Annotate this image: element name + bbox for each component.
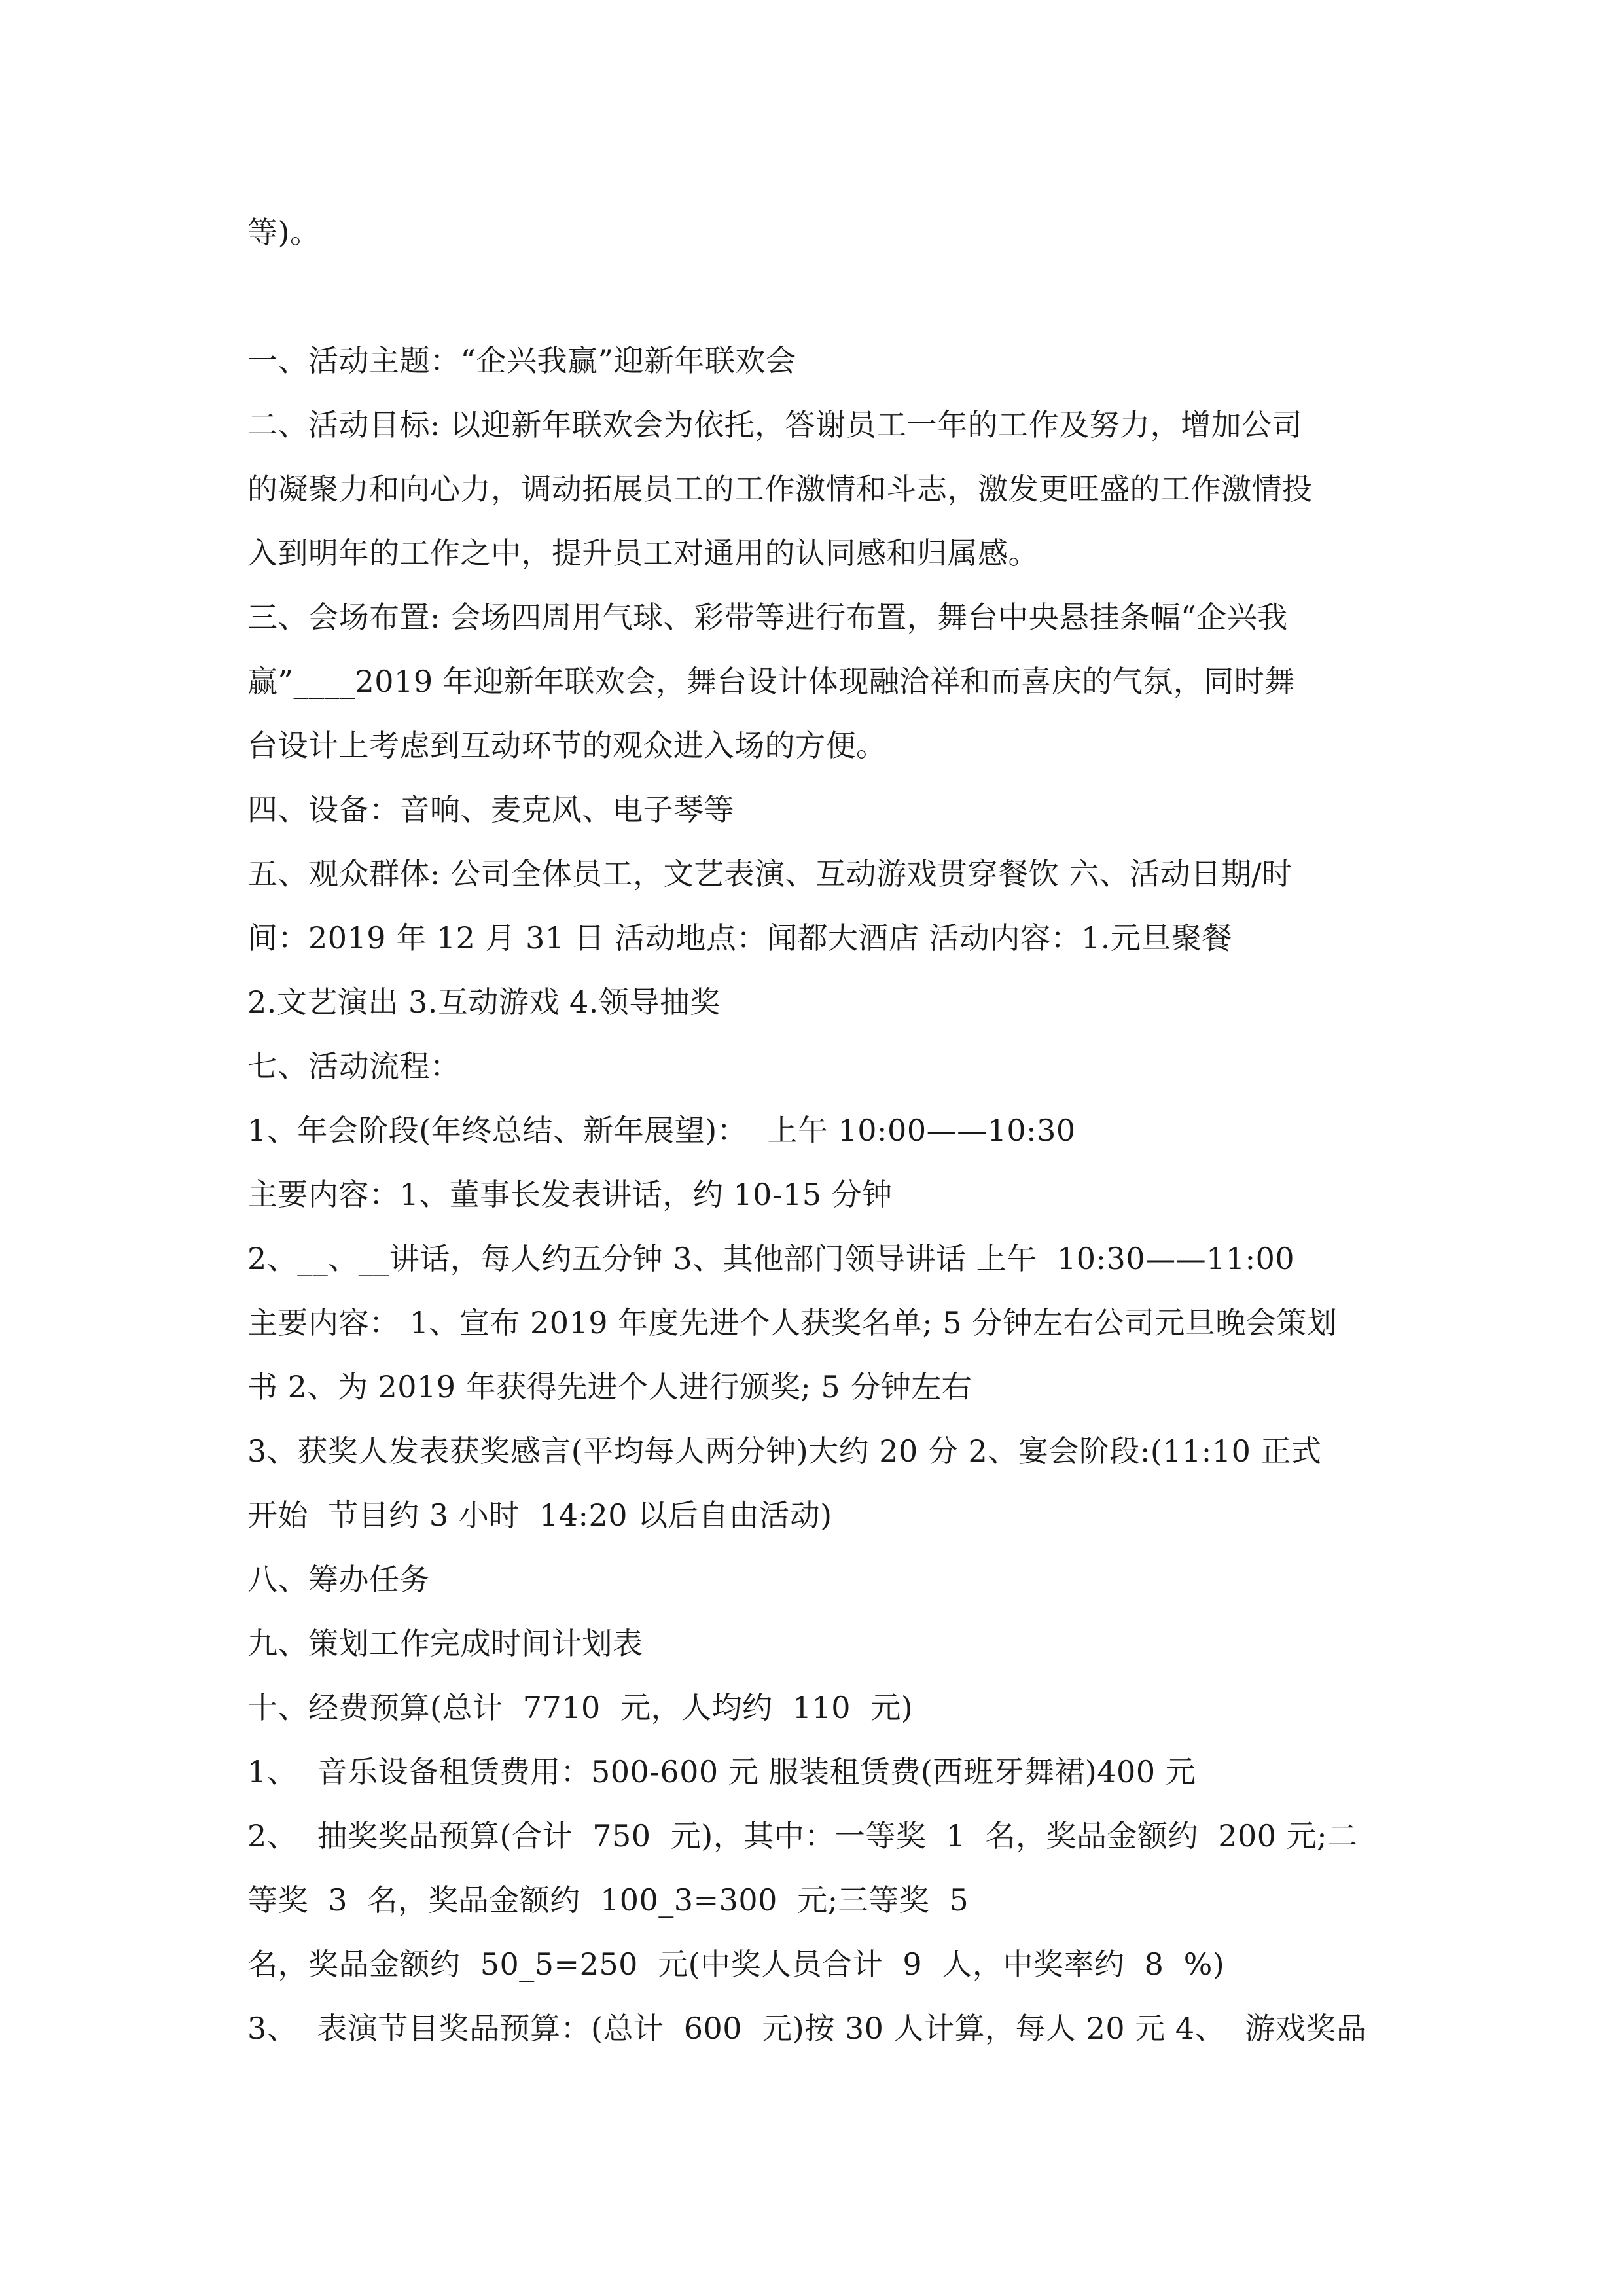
text-line: 开始 节目约 3 小时 14:20 以后自由活动) <box>247 1498 832 1533</box>
text-line: 十、经费预算(总计 7710 元，人均约 110 元) <box>247 1690 914 1725</box>
text-line: 二、活动目标: 以迎新年联欢会为依托，答谢员工一年的工作及努力，增加公司 <box>247 407 1303 442</box>
text-line: 七、活动流程： <box>247 1049 461 1084</box>
text-line: 1、 音乐设备租赁费用：500-600 元 服装租赁费(西班牙舞裙)400 元 <box>247 1754 1196 1789</box>
text-line: 2.文艺演出 3.互动游戏 4.领导抽奖 <box>247 984 721 1020</box>
text-line: 一、活动主题：“企兴我赢”迎新年联欢会 <box>247 343 796 378</box>
text-line: 2、__、__讲话，每人约五分钟 3、其他部门领导讲话 上午 10:30——11:00 <box>247 1241 1295 1276</box>
text-line: 间：2019 年 12 月 31 日 活动地点：闻都大酒店 活动内容：1.元旦聚餐 <box>247 920 1232 956</box>
text-line: 三、会场布置: 会场四周用气球、彩带等进行布置，舞台中央悬挂条幅“企兴我 <box>247 600 1288 635</box>
text-line: 1、年会阶段(年终总结、新年展望)： 上午 10:00——10:30 <box>247 1113 1076 1148</box>
text-line: 四、设备：音响、麦克风、电子琴等 <box>247 792 734 827</box>
text-line: 书 2、为 2019 年获得先进个人进行颁奖; 5 分钟左右 <box>247 1369 972 1405</box>
text-line: 名，奖品金额约 50_5=250 元(中奖人员合计 9 人，中奖率约 8 %) <box>247 1946 1225 1982</box>
text-line: 主要内容：1、董事长发表讲话，约 10-15 分钟 <box>247 1177 893 1212</box>
text-line: 台设计上考虑到互动环节的观众进入场的方便。 <box>247 728 887 763</box>
text-line: 赢”____2019 年迎新年联欢会，舞台设计体现融洽祥和而喜庆的气氛，同时舞 <box>247 664 1295 699</box>
text-line: 等)。 <box>247 215 321 250</box>
text-line: 3、获奖人发表获奖感言(平均每人两分钟)大约 20 分 2、宴会阶段:(11:10 正式 <box>247 1433 1322 1469</box>
text-line: 3、 表演节目奖品预算：(总计 600 元)按 30 人计算，每人 20 元 4、 游戏奖品 <box>247 2011 1367 2046</box>
document-body <box>247 200 1380 2060</box>
text-line: 九、策划工作完成时间计划表 <box>247 1626 643 1661</box>
text-line: 入到明年的工作之中，提升员工对通用的认同感和归属感。 <box>247 535 1039 571</box>
text-line: 主要内容： 1、宣布 2019 年度先进个人获奖名单; 5 分钟左右公司元旦晚会策划 <box>247 1305 1338 1340</box>
text-line: 2、 抽奖奖品预算(合计 750 元)，其中：一等奖 1 名，奖品金额约 200 元;二 <box>247 1818 1358 1854</box>
text-line: 的凝聚力和向心力，调动拓展员工的工作激情和斗志，激发更旺盛的工作激情投 <box>247 471 1313 507</box>
text-line: 八、筹办任务 <box>247 1562 430 1597</box>
text-line: 等奖 3 名，奖品金额约 100_3=300 元;三等奖 5 <box>247 1882 969 1918</box>
text-line: 五、观众群体: 公司全体员工，文艺表演、互动游戏贯穿餐饮 六、活动日期/时 <box>247 856 1293 891</box>
